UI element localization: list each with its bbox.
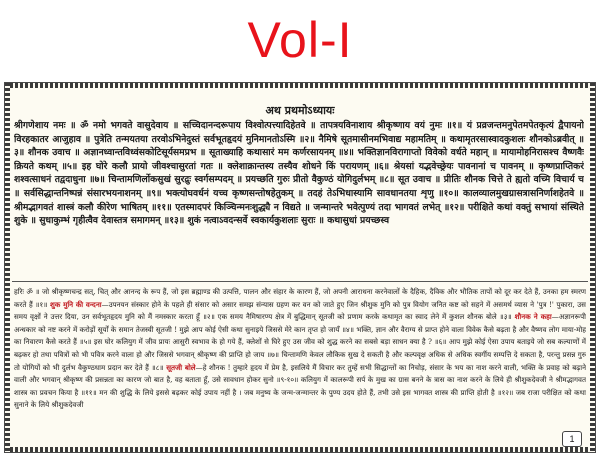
page-number: 1 [562,431,582,447]
divider-line [12,281,588,282]
heading-shaunaka-uvacha: शौनक ने कहा [514,312,552,322]
heading-shuka-vandana: शुक मुनि की वन्दना [50,299,102,309]
heading-suta-uvacha: सूतजी बोले [166,362,196,372]
decorative-border-right [590,83,595,452]
decorative-border-left [5,83,10,452]
translation-text: —अज्ञानरूपी अन्धकार को नष्ट करने में करोड़ों सूर्यों के समान तेजस्वी सूतजी ! मुझे आप कोई ऐसी कथा सुनाइये जिससे मेरे कान तृप्त हो जायँ ॥४॥ भक्ति, ज्ञान और वैराग्य से प्राप्त होने वाला विवेक कैसे बढ़ता है और वैष्णव लोग माया-मोह का निवारण कैसे करते हैं ॥५॥ इस घोर कलियुग में जीव प्रायः आसुरी स्वभाव के हो गये हैं, क्लेशों से घिरे हुए उस जीव को शुद्ध करने का सबसे बड़ा साधन क्या है ? ॥६॥ आप मुझे कोई ऐसा उपाय बताइये जो सब कल्याणों में बढ़कर हो तथा पवित्रों को भी पवित्र करने वाला हो और जिससे भगवान् श्रीकृष्ण की प्राप्ति हो जाय ॥७॥ चिन्तामणि केवल लौकिक सुख दे सकती है और कल्पवृक्ष अधिक से अधिक स्वर्गीय सम्पत्ति दे सकता है, परन्तु प्रसन्न गुरु तो योगियों को भी दुर्लभ वैकुण्ठधाम प्रदान कर देते हैं ॥८॥ [14,312,586,372]
translation-text: —हे शौनक ! तुम्हारे हृदय में प्रेम है, इसलिये मैं विचार कर तुम्हें सभी सिद्धान्तों का निचोड़, संसार के भय का नाश करने वाली, भक्ति के प्रवाह को बढ़ाने वाली और भगवान् श्रीकृष्ण की प्रसन्नता का कारण जो बात है, वह बताता हूँ, उसे सावधान होकर सुनो ॥९-१०॥ कलियुग में कालरूपी सर्प के मुख का ग्रास बनने के त्रास का नाश करने के लिये ही श्रीशुकदेवजी ने श्रीमद्भागवत शास्त्र का प्रवचन किया है ॥११॥ मन की शुद्धि के लिये इससे बढ़कर कोई उपाय नहीं है । जब मनुष्य के जन्म-जन्मान्तर के पुण्य उदय होते हैं, तभी उसे इस भागवत शास्त्र की प्राप्ति होती है ॥१२॥ जब राजा परीक्षित को कथा सुनाने के लिये श्रीशुकदेवजी [14,362,586,410]
chapter-heading: अथ प्रथमोऽध्यायः [265,104,335,117]
translation-text: हरिः ॐ ॥ जो श्रीकृष्णचन्द्र सत्, चित् और आनन्द के रूप हैं, जो इस ब्रह्माण्ड की उत्पत्ति, पालन और संहार के कारण हैं, जो अपनी आराधना करनेवालों के दैहिक, दैविक और भौतिक तापों को दूर कर देते हैं, उनका हम स्मरण करते हैं ॥१॥ [14,287,586,309]
decorative-border-bottom [5,447,595,452]
sanskrit-verses: श्रीगणेशाय नमः ॥ ॐ नमो भगवते वासुदेवाय ॥ सच्चिदानन्दरूपाय विश्वोत्पत्त्यादिहेतवे ॥ तापत्रयविनाशाय श्रीकृष्णाय वयं नुमः ॥१॥ यं प्रव्रजन्तमनुपेतमपेतकृत्यं द्वैपायनो विरहकातर आजुहाव ॥ पुत्रेति तन्मयतया तरवोऽभिनेदुस्तं सर्वभूतहृदयं मुनिमानतोऽस्मि ॥२॥ नैमिषे सूतमासीनमभिवाद्य महामतिम् ॥ कथामृतरसास्वादकुशलः शौनकोऽब्रवीत् ॥३॥ शौनक उवाच ॥ अज्ञानध्वान्तविध्वंसकोटिसूर्यसमप्रभ ॥ सूताख्याहि कथासारं मम कर्णरसायनम् ॥४॥ भक्तिज्ञानविरागाप्तो विवेको वर्धते महान् ॥ मायामोहनिरासश्च वैष्णवैः क्रियते कथम् ॥५॥ इह घोरे कलौ प्रायो जीवश्चासुरतां गतः ॥ क्लेशाक्रान्तस्य तस्यैव शोधने किं परायणम् ॥६॥ श्रेयसां यद्भवेच्छ्रेयः पावनानां च पावनम् ॥ कृष्णप्राप्तिकरं शश्वत्साधनं तद्वदाधुना ॥७॥ चिन्तामणिर्लोकसुखं सुरद्रुः स्वर्गसम्पदम् ॥ प्रयच्छति गुरुः प्रीतो वैकुण्ठं योगिदुर्लभम् ॥८॥ सूत उवाच ॥ प्रीतिः शौनक चित्ते ते ह्यतो वच्मि विचार्य च ॥ सर्वसिद्धान्तनिष्पन्नं संसारभयनाशनम् ॥९॥ भक्त्योघवर्धनं यच्च कृष्णसन्तोषहेतुकम् ॥ तदहं तेऽभिधास्यामि सावधानतया शृणु ॥१०॥ कालव्यालमुखग्रासत्रासनिर्णाशहेतवे ॥ श्रीमद्भागवतं शास्त्रं कलौ कीरेण भाषितम् ॥११॥ एतस्मादपरं किञ्चिन्मनःशुद्ध्यै न विद्यते ॥ जन्मान्तरे भवेत्पुण्यं तदा भागवतं लभेत् ॥१२॥ परीक्षिते कथां वक्तुं सभायां संस्थिते शुके ॥ सुधाकुम्भं गृहीत्वैव देवास्तत्र समागमन् ॥१३॥ शुकं नत्वाऽवदन्सर्वे स्वकार्यकुशलाः सुराः ॥ कथासुधां प्रयच्छस्व [14,120,584,227]
volume-title: Vol-I [247,12,353,68]
hindi-translation [14,286,586,438]
translation-text: —उपनयन संस्कार होने के पहले ही संसार को असार समझ संन्यास ग्रहण कर वन को जाते हुए जिन श्रीशुक मुनि को पुत्र वियोग जनित कष्ट को सहने में असमर्थ व्यास ने 'पुत्र !' पुकारा, उस समय वृक्षों ने उत्तर दिया, उन सर्वभूतहृदय मुनि को मैं नमस्कार करता हूँ ॥२॥ एक समय नैमिषारण्य क्षेत्र में बुद्धिमान् सूतजी को प्रणाम करके कथामृत का स्वाद लेने में कुशल शौनक बोले ॥३॥ [14,299,586,322]
decorative-border-top [5,83,595,88]
